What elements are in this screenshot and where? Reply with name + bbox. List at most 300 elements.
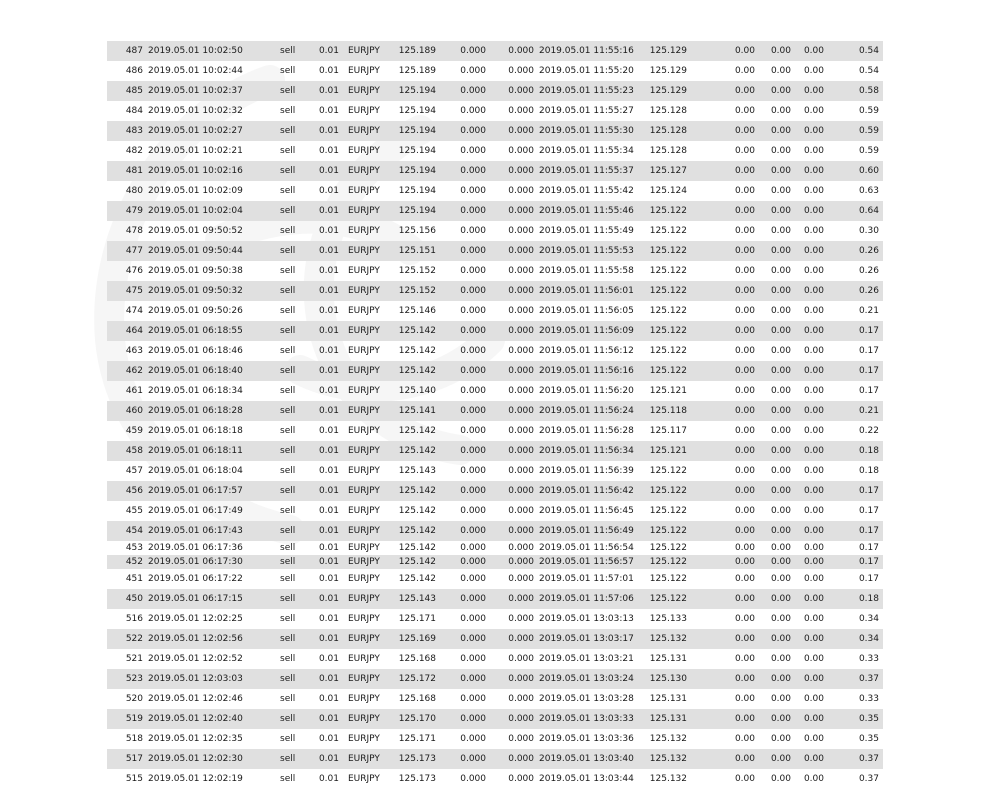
swap-cell: 0.00 xyxy=(803,206,824,216)
ticket-cell: 520 xyxy=(125,694,143,704)
open-time-cell: 2019.05.01 12:02:19 xyxy=(148,774,243,784)
close-time-cell: 2019.05.01 13:03:36 xyxy=(539,734,634,744)
take-profit-cell: 0.000 xyxy=(508,426,534,436)
ticket-cell: 477 xyxy=(125,246,143,256)
ticket-cell: 485 xyxy=(125,86,143,96)
open-price-cell: 125.194 xyxy=(398,146,436,156)
close-time-cell: 2019.05.01 11:56:01 xyxy=(539,286,634,296)
open-price-cell: 125.142 xyxy=(398,506,436,516)
item-cell: EURJPY xyxy=(348,774,380,784)
size-cell: 0.01 xyxy=(318,543,339,553)
stop-loss-cell: 0.000 xyxy=(460,126,486,136)
close-price-cell: 125.122 xyxy=(649,486,687,496)
close-time-cell: 2019.05.01 13:03:21 xyxy=(539,654,634,664)
item-cell: EURJPY xyxy=(348,226,380,236)
take-profit-cell: 0.000 xyxy=(508,754,534,764)
size-cell: 0.01 xyxy=(318,694,339,704)
take-profit-cell: 0.000 xyxy=(508,306,534,316)
ticket-cell: 464 xyxy=(125,326,143,336)
profit-cell: 0.59 xyxy=(858,146,879,156)
close-price-cell: 125.122 xyxy=(649,226,687,236)
profit-cell: 0.17 xyxy=(858,506,879,516)
table-row xyxy=(107,381,883,401)
table-row xyxy=(107,61,883,81)
type-cell: sell xyxy=(280,326,296,336)
stop-loss-cell: 0.000 xyxy=(460,574,486,584)
item-cell: EURJPY xyxy=(348,46,380,56)
open-price-cell: 125.142 xyxy=(398,346,436,356)
size-cell: 0.01 xyxy=(318,106,339,116)
take-profit-cell: 0.000 xyxy=(508,206,534,216)
profit-cell: 0.60 xyxy=(858,166,879,176)
open-time-cell: 2019.05.01 10:02:44 xyxy=(148,66,243,76)
open-price-cell: 125.194 xyxy=(398,166,436,176)
size-cell: 0.01 xyxy=(318,66,339,76)
size-cell: 0.01 xyxy=(318,146,339,156)
ticket-cell: 459 xyxy=(125,426,143,436)
close-time-cell: 2019.05.01 11:55:16 xyxy=(539,46,634,56)
profit-cell: 0.54 xyxy=(858,46,879,56)
open-price-cell: 125.146 xyxy=(398,306,436,316)
open-price-cell: 125.171 xyxy=(398,734,436,744)
stop-loss-cell: 0.000 xyxy=(460,106,486,116)
type-cell: sell xyxy=(280,386,296,396)
commission-cell: 0.00 xyxy=(734,506,755,516)
stop-loss-cell: 0.000 xyxy=(460,506,486,516)
type-cell: sell xyxy=(280,774,296,784)
open-time-cell: 2019.05.01 10:02:21 xyxy=(148,146,243,156)
close-price-cell: 125.117 xyxy=(649,426,687,436)
item-cell: EURJPY xyxy=(348,286,380,296)
profit-cell: 0.33 xyxy=(858,654,879,664)
commission-cell: 0.00 xyxy=(734,734,755,744)
profit-cell: 0.35 xyxy=(858,734,879,744)
swap-cell: 0.00 xyxy=(803,574,824,584)
ticket-cell: 518 xyxy=(125,734,143,744)
size-cell: 0.01 xyxy=(318,266,339,276)
type-cell: sell xyxy=(280,594,296,604)
item-cell: EURJPY xyxy=(348,466,380,476)
item-cell: EURJPY xyxy=(348,754,380,764)
close-time-cell: 2019.05.01 13:03:33 xyxy=(539,714,634,724)
swap-cell: 0.00 xyxy=(803,526,824,536)
open-price-cell: 125.151 xyxy=(398,246,436,256)
profit-cell: 0.26 xyxy=(858,286,879,296)
item-cell: EURJPY xyxy=(348,526,380,536)
close-price-cell: 125.121 xyxy=(649,386,687,396)
close-time-cell: 2019.05.01 11:55:27 xyxy=(539,106,634,116)
open-price-cell: 125.171 xyxy=(398,614,436,624)
taxes-cell: 0.00 xyxy=(770,543,791,553)
taxes-cell: 0.00 xyxy=(770,266,791,276)
profit-cell: 0.34 xyxy=(858,614,879,624)
type-cell: sell xyxy=(280,543,296,553)
table-row xyxy=(107,689,883,709)
open-price-cell: 125.189 xyxy=(398,66,436,76)
stop-loss-cell: 0.000 xyxy=(460,306,486,316)
take-profit-cell: 0.000 xyxy=(508,694,534,704)
size-cell: 0.01 xyxy=(318,46,339,56)
size-cell: 0.01 xyxy=(318,126,339,136)
stop-loss-cell: 0.000 xyxy=(460,146,486,156)
type-cell: sell xyxy=(280,346,296,356)
commission-cell: 0.00 xyxy=(734,543,755,553)
open-time-cell: 2019.05.01 10:02:16 xyxy=(148,166,243,176)
table-row xyxy=(107,321,883,341)
swap-cell: 0.00 xyxy=(803,166,824,176)
close-time-cell: 2019.05.01 13:03:44 xyxy=(539,774,634,784)
close-price-cell: 125.122 xyxy=(649,346,687,356)
open-price-cell: 125.168 xyxy=(398,694,436,704)
close-price-cell: 125.121 xyxy=(649,446,687,456)
item-cell: EURJPY xyxy=(348,594,380,604)
stop-loss-cell: 0.000 xyxy=(460,206,486,216)
take-profit-cell: 0.000 xyxy=(508,466,534,476)
commission-cell: 0.00 xyxy=(734,674,755,684)
table-row xyxy=(107,629,883,649)
take-profit-cell: 0.000 xyxy=(508,557,534,567)
type-cell: sell xyxy=(280,466,296,476)
commission-cell: 0.00 xyxy=(734,526,755,536)
table-row xyxy=(107,421,883,441)
take-profit-cell: 0.000 xyxy=(508,526,534,536)
swap-cell: 0.00 xyxy=(803,66,824,76)
ticket-cell: 451 xyxy=(125,574,143,584)
item-cell: EURJPY xyxy=(348,654,380,664)
open-price-cell: 125.194 xyxy=(398,126,436,136)
table-row xyxy=(107,461,883,481)
open-time-cell: 2019.05.01 09:50:52 xyxy=(148,226,243,236)
open-time-cell: 2019.05.01 06:18:34 xyxy=(148,386,243,396)
taxes-cell: 0.00 xyxy=(770,126,791,136)
table-row xyxy=(107,669,883,689)
close-time-cell: 2019.05.01 11:56:28 xyxy=(539,426,634,436)
open-time-cell: 2019.05.01 09:50:32 xyxy=(148,286,243,296)
take-profit-cell: 0.000 xyxy=(508,126,534,136)
table-row xyxy=(107,709,883,729)
profit-cell: 0.18 xyxy=(858,466,879,476)
close-time-cell: 2019.05.01 11:56:34 xyxy=(539,446,634,456)
close-price-cell: 125.129 xyxy=(649,66,687,76)
open-time-cell: 2019.05.01 06:17:22 xyxy=(148,574,243,584)
size-cell: 0.01 xyxy=(318,734,339,744)
taxes-cell: 0.00 xyxy=(770,346,791,356)
ticket-cell: 474 xyxy=(125,306,143,316)
commission-cell: 0.00 xyxy=(734,66,755,76)
type-cell: sell xyxy=(280,674,296,684)
stop-loss-cell: 0.000 xyxy=(460,774,486,784)
table-row xyxy=(107,81,883,101)
type-cell: sell xyxy=(280,486,296,496)
stop-loss-cell: 0.000 xyxy=(460,557,486,567)
size-cell: 0.01 xyxy=(318,714,339,724)
table-row xyxy=(107,341,883,361)
swap-cell: 0.00 xyxy=(803,694,824,704)
take-profit-cell: 0.000 xyxy=(508,46,534,56)
swap-cell: 0.00 xyxy=(803,186,824,196)
table-row xyxy=(107,441,883,461)
swap-cell: 0.00 xyxy=(803,346,824,356)
close-time-cell: 2019.05.01 11:57:01 xyxy=(539,574,634,584)
swap-cell: 0.00 xyxy=(803,754,824,764)
commission-cell: 0.00 xyxy=(734,146,755,156)
take-profit-cell: 0.000 xyxy=(508,346,534,356)
close-price-cell: 125.122 xyxy=(649,326,687,336)
close-time-cell: 2019.05.01 11:56:24 xyxy=(539,406,634,416)
item-cell: EURJPY xyxy=(348,306,380,316)
ticket-cell: 486 xyxy=(125,66,143,76)
profit-cell: 0.59 xyxy=(858,126,879,136)
close-time-cell: 2019.05.01 11:55:49 xyxy=(539,226,634,236)
commission-cell: 0.00 xyxy=(734,246,755,256)
close-time-cell: 2019.05.01 11:56:42 xyxy=(539,486,634,496)
open-time-cell: 2019.05.01 10:02:27 xyxy=(148,126,243,136)
size-cell: 0.01 xyxy=(318,574,339,584)
stop-loss-cell: 0.000 xyxy=(460,186,486,196)
open-time-cell: 2019.05.01 06:17:36 xyxy=(148,543,243,553)
item-cell: EURJPY xyxy=(348,574,380,584)
close-time-cell: 2019.05.01 11:55:37 xyxy=(539,166,634,176)
take-profit-cell: 0.000 xyxy=(508,406,534,416)
size-cell: 0.01 xyxy=(318,206,339,216)
close-price-cell: 125.131 xyxy=(649,694,687,704)
type-cell: sell xyxy=(280,86,296,96)
profit-cell: 0.17 xyxy=(858,526,879,536)
take-profit-cell: 0.000 xyxy=(508,714,534,724)
profit-cell: 0.17 xyxy=(858,386,879,396)
close-time-cell: 2019.05.01 11:55:46 xyxy=(539,206,634,216)
take-profit-cell: 0.000 xyxy=(508,543,534,553)
profit-cell: 0.17 xyxy=(858,486,879,496)
close-time-cell: 2019.05.01 11:55:20 xyxy=(539,66,634,76)
size-cell: 0.01 xyxy=(318,386,339,396)
commission-cell: 0.00 xyxy=(734,346,755,356)
ticket-cell: 479 xyxy=(125,206,143,216)
profit-cell: 0.35 xyxy=(858,714,879,724)
table-row xyxy=(107,521,883,541)
stop-loss-cell: 0.000 xyxy=(460,754,486,764)
profit-cell: 0.26 xyxy=(858,246,879,256)
profit-cell: 0.58 xyxy=(858,86,879,96)
taxes-cell: 0.00 xyxy=(770,366,791,376)
taxes-cell: 0.00 xyxy=(770,286,791,296)
open-price-cell: 125.194 xyxy=(398,106,436,116)
table-row xyxy=(107,589,883,609)
type-cell: sell xyxy=(280,106,296,116)
stop-loss-cell: 0.000 xyxy=(460,634,486,644)
close-price-cell: 125.122 xyxy=(649,366,687,376)
table-row xyxy=(107,261,883,281)
ticket-cell: 478 xyxy=(125,226,143,236)
taxes-cell: 0.00 xyxy=(770,754,791,764)
open-time-cell: 2019.05.01 06:17:15 xyxy=(148,594,243,604)
swap-cell: 0.00 xyxy=(803,634,824,644)
table-row xyxy=(107,101,883,121)
open-price-cell: 125.194 xyxy=(398,86,436,96)
item-cell: EURJPY xyxy=(348,346,380,356)
close-price-cell: 125.122 xyxy=(649,557,687,567)
swap-cell: 0.00 xyxy=(803,734,824,744)
type-cell: sell xyxy=(280,526,296,536)
stop-loss-cell: 0.000 xyxy=(460,674,486,684)
size-cell: 0.01 xyxy=(318,674,339,684)
open-price-cell: 125.194 xyxy=(398,206,436,216)
size-cell: 0.01 xyxy=(318,86,339,96)
item-cell: EURJPY xyxy=(348,426,380,436)
take-profit-cell: 0.000 xyxy=(508,186,534,196)
take-profit-cell: 0.000 xyxy=(508,614,534,624)
type-cell: sell xyxy=(280,506,296,516)
profit-cell: 0.54 xyxy=(858,66,879,76)
table-row xyxy=(107,201,883,221)
close-time-cell: 2019.05.01 11:56:05 xyxy=(539,306,634,316)
swap-cell: 0.00 xyxy=(803,714,824,724)
swap-cell: 0.00 xyxy=(803,326,824,336)
size-cell: 0.01 xyxy=(318,246,339,256)
type-cell: sell xyxy=(280,654,296,664)
take-profit-cell: 0.000 xyxy=(508,326,534,336)
stop-loss-cell: 0.000 xyxy=(460,286,486,296)
close-price-cell: 125.122 xyxy=(649,266,687,276)
taxes-cell: 0.00 xyxy=(770,674,791,684)
ticket-cell: 450 xyxy=(125,594,143,604)
item-cell: EURJPY xyxy=(348,126,380,136)
close-price-cell: 125.122 xyxy=(649,466,687,476)
commission-cell: 0.00 xyxy=(734,714,755,724)
ticket-cell: 458 xyxy=(125,446,143,456)
size-cell: 0.01 xyxy=(318,526,339,536)
ticket-cell: 481 xyxy=(125,166,143,176)
profit-cell: 0.17 xyxy=(858,366,879,376)
open-time-cell: 2019.05.01 10:02:37 xyxy=(148,86,243,96)
stop-loss-cell: 0.000 xyxy=(460,166,486,176)
type-cell: sell xyxy=(280,574,296,584)
item-cell: EURJPY xyxy=(348,326,380,336)
swap-cell: 0.00 xyxy=(803,486,824,496)
open-price-cell: 125.169 xyxy=(398,634,436,644)
size-cell: 0.01 xyxy=(318,406,339,416)
table-row xyxy=(107,241,883,261)
close-time-cell: 2019.05.01 11:56:39 xyxy=(539,466,634,476)
table-row xyxy=(107,649,883,669)
close-time-cell: 2019.05.01 11:56:12 xyxy=(539,346,634,356)
taxes-cell: 0.00 xyxy=(770,734,791,744)
commission-cell: 0.00 xyxy=(734,406,755,416)
type-cell: sell xyxy=(280,126,296,136)
take-profit-cell: 0.000 xyxy=(508,634,534,644)
take-profit-cell: 0.000 xyxy=(508,674,534,684)
size-cell: 0.01 xyxy=(318,226,339,236)
stop-loss-cell: 0.000 xyxy=(460,614,486,624)
open-price-cell: 125.170 xyxy=(398,714,436,724)
close-price-cell: 125.122 xyxy=(649,526,687,536)
table-row xyxy=(107,749,883,769)
close-time-cell: 2019.05.01 13:03:24 xyxy=(539,674,634,684)
taxes-cell: 0.00 xyxy=(770,774,791,784)
size-cell: 0.01 xyxy=(318,614,339,624)
take-profit-cell: 0.000 xyxy=(508,774,534,784)
table-row xyxy=(107,569,883,589)
open-time-cell: 2019.05.01 09:50:38 xyxy=(148,266,243,276)
size-cell: 0.01 xyxy=(318,506,339,516)
take-profit-cell: 0.000 xyxy=(508,446,534,456)
item-cell: EURJPY xyxy=(348,66,380,76)
size-cell: 0.01 xyxy=(318,486,339,496)
size-cell: 0.01 xyxy=(318,426,339,436)
swap-cell: 0.00 xyxy=(803,557,824,567)
size-cell: 0.01 xyxy=(318,754,339,764)
item-cell: EURJPY xyxy=(348,406,380,416)
stop-loss-cell: 0.000 xyxy=(460,226,486,236)
commission-cell: 0.00 xyxy=(734,226,755,236)
open-time-cell: 2019.05.01 09:50:26 xyxy=(148,306,243,316)
ticket-cell: 460 xyxy=(125,406,143,416)
open-price-cell: 125.142 xyxy=(398,426,436,436)
swap-cell: 0.00 xyxy=(803,146,824,156)
swap-cell: 0.00 xyxy=(803,614,824,624)
commission-cell: 0.00 xyxy=(734,306,755,316)
stop-loss-cell: 0.000 xyxy=(460,543,486,553)
ticket-cell: 522 xyxy=(125,634,143,644)
profit-cell: 0.26 xyxy=(858,266,879,276)
profit-cell: 0.59 xyxy=(858,106,879,116)
item-cell: EURJPY xyxy=(348,634,380,644)
profit-cell: 0.34 xyxy=(858,634,879,644)
open-time-cell: 2019.05.01 06:18:18 xyxy=(148,426,243,436)
taxes-cell: 0.00 xyxy=(770,226,791,236)
close-price-cell: 125.122 xyxy=(649,594,687,604)
table-row xyxy=(107,141,883,161)
open-time-cell: 2019.05.01 12:03:03 xyxy=(148,674,243,684)
open-price-cell: 125.173 xyxy=(398,774,436,784)
table-row xyxy=(107,161,883,181)
open-time-cell: 2019.05.01 10:02:50 xyxy=(148,46,243,56)
ticket-cell: 476 xyxy=(125,266,143,276)
size-cell: 0.01 xyxy=(318,774,339,784)
swap-cell: 0.00 xyxy=(803,46,824,56)
open-time-cell: 2019.05.01 06:18:11 xyxy=(148,446,243,456)
profit-cell: 0.63 xyxy=(858,186,879,196)
item-cell: EURJPY xyxy=(348,506,380,516)
close-price-cell: 125.129 xyxy=(649,86,687,96)
type-cell: sell xyxy=(280,754,296,764)
type-cell: sell xyxy=(280,694,296,704)
ticket-cell: 516 xyxy=(125,614,143,624)
stop-loss-cell: 0.000 xyxy=(460,526,486,536)
type-cell: sell xyxy=(280,446,296,456)
profit-cell: 0.17 xyxy=(858,543,879,553)
table-row xyxy=(107,281,883,301)
type-cell: sell xyxy=(280,266,296,276)
close-price-cell: 125.132 xyxy=(649,734,687,744)
type-cell: sell xyxy=(280,557,296,567)
taxes-cell: 0.00 xyxy=(770,146,791,156)
stop-loss-cell: 0.000 xyxy=(460,346,486,356)
size-cell: 0.01 xyxy=(318,594,339,604)
profit-cell: 0.17 xyxy=(858,326,879,336)
commission-cell: 0.00 xyxy=(734,486,755,496)
open-price-cell: 125.142 xyxy=(398,543,436,553)
stop-loss-cell: 0.000 xyxy=(460,66,486,76)
size-cell: 0.01 xyxy=(318,306,339,316)
taxes-cell: 0.00 xyxy=(770,246,791,256)
profit-cell: 0.17 xyxy=(858,557,879,567)
commission-cell: 0.00 xyxy=(734,46,755,56)
close-price-cell: 125.131 xyxy=(649,714,687,724)
item-cell: EURJPY xyxy=(348,674,380,684)
commission-cell: 0.00 xyxy=(734,186,755,196)
item-cell: EURJPY xyxy=(348,106,380,116)
